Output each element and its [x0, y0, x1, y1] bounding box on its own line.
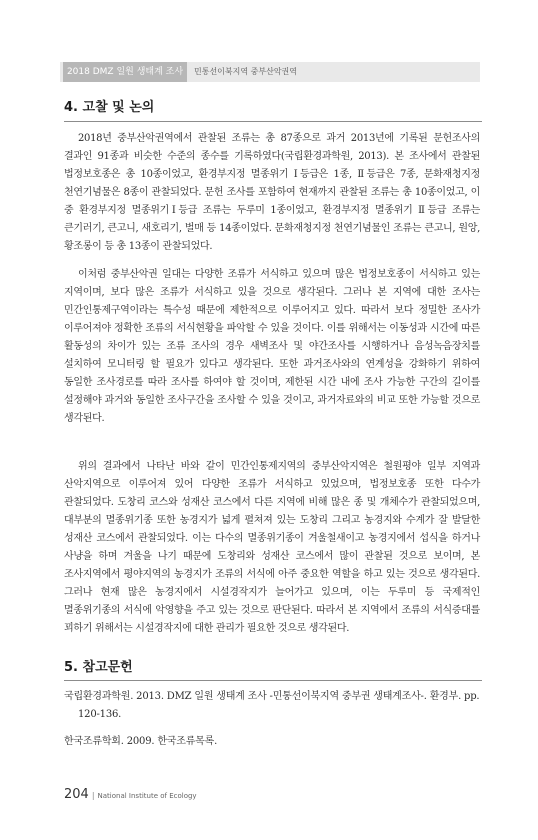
report-title-tab: 2018 DMZ 일원 생태계 조사 [63, 62, 187, 82]
report-subtitle: 민통선이북지역 중부산악권역 [194, 67, 298, 76]
discussion-paragraph-1: 2018년 중부산악권역에서 관찰된 조류는 총 87종으로 과거 2013년에 기록된 문헌조사의 결과인 91종과 비슷한 수준의 종수를 기록하였다(국립환경과학원, 2013). 본 조사에서 관찰된 법정보호종은 총 10종이었고, 환경부지정 멸종위기 Ⅰ등급은 1종, Ⅱ등급은 7종, 문화재청지정 천연기념물은 8종이 관찰되었다. 문헌 조사를 포함하여 현재까지 관찰된 조류는 총 10종이었고, 이 중 환경부지정 멸종위기Ⅰ등급 조류는 두루미 1종이었고, 환경부지정 멸종위기 Ⅱ등급 조류는 큰기러기, 큰고니, 새호리기, 벌매 등 14종이었다. 문화재청지정 천연기념물인 조류는 큰고니, 원앙, 황조롱이 등 총 13종이 관찰되었다. [64, 133, 480, 252]
discussion-paragraph-3: 위의 결과에서 나타난 바와 같이 민간인통제지역의 중부산악지역은 철원평야 일부 지역과 산악지역으로 이루어져 있어 다양한 조류가 서식하고 있었으며, 법정보호종 또한 다수가 관찰되었다. 도창리 코스와 성재산 코스에서 다른 지역에 비해 많은 종 및 개체수가 관찰되었으며, 대부분의 멸종위기종 또한 농경지가 넓게 펼쳐져 있는 도창리 그리고 농경지와 수계가 잘 발달한 성재산 코스에서 관찰되었다. 이는 다수의 멸종위기종이 겨울철새이고 농경지에서 섭식을 하거나 사냥을 하며 겨울을 나기 때문에 도창리와 성재산 코스에서 많이 관찰된 것으로 보이며, 본 조사지역에서 평야지역의 농경지가 조류의 서식에 아주 중요한 역할을 하고 있는 것으로 생각된다. 그러나 현재 많은 농경지에서 시설경작지가 늘어가고 있으며, 이는 두루미 등 국제적인 멸종위기종의 서식에 악영향을 주고 있는 것으로 판단된다. 따라서 본 지역에서 조류의 서식증대를 꾀하기 위해서는 시설경작지에 대한 관리가 필요한 것으로 생각된다. [64, 461, 480, 634]
page-footer [64, 783, 197, 803]
institution-name: National Institute of Ecology [97, 792, 197, 800]
page-number: 204 [64, 787, 89, 802]
section-divider [64, 680, 482, 681]
reference-item-1: 국립환경과학원. 2013. DMZ 일원 생태계 조사 -민통선이북지역 중부권 생태계조사-. 환경부. pp. 120-136. [64, 691, 480, 720]
section-heading-references: 5. 참고문헌 [64, 660, 133, 675]
section-heading-discussion: 4. 고찰 및 논의 [64, 100, 155, 115]
footer-separator: | [91, 791, 95, 800]
section-divider [64, 121, 482, 122]
discussion-paragraph-2: 이처럼 중부산악권 일대는 다양한 조류가 서식하고 있으며 많은 법정보호종이 서식하고 있는 지역이며, 보다 많은 조류가 서식하고 있을 것으로 생각된다. 그러나 본 지역에 대한 조사는 민간인통제구역이라는 특수성 때문에 제한적으로 이루어지고 있다. 따라서 보다 정밀한 조사가 이루어져야 정확한 조류의 서식현황을 파악할 수 있을 것이다. 이를 위해서는 이동성과 시간에 따른 활동성의 차이가 있는 조류 조사의 경우 새벽조사 및 야간조사를 시행하거나 음성녹음장치를 설치하여 모니터링 할 필요가 있다고 생각된다. 또한 과거조사와의 연계성을 강화하기 위하여 동일한 조사경로를 따라 조사를 하여야 할 것이며, 제한된 시간 내에 조사 가능한 구간의 길이를 설정해야 과거와 동일한 조사구간을 조사할 수 있을 것이고, 과거자료와의 비교 또한 가능할 것으로 생각된다. [64, 269, 480, 424]
reference-item-2: 한국조류학회. 2009. 한국조류목록. [64, 736, 218, 747]
